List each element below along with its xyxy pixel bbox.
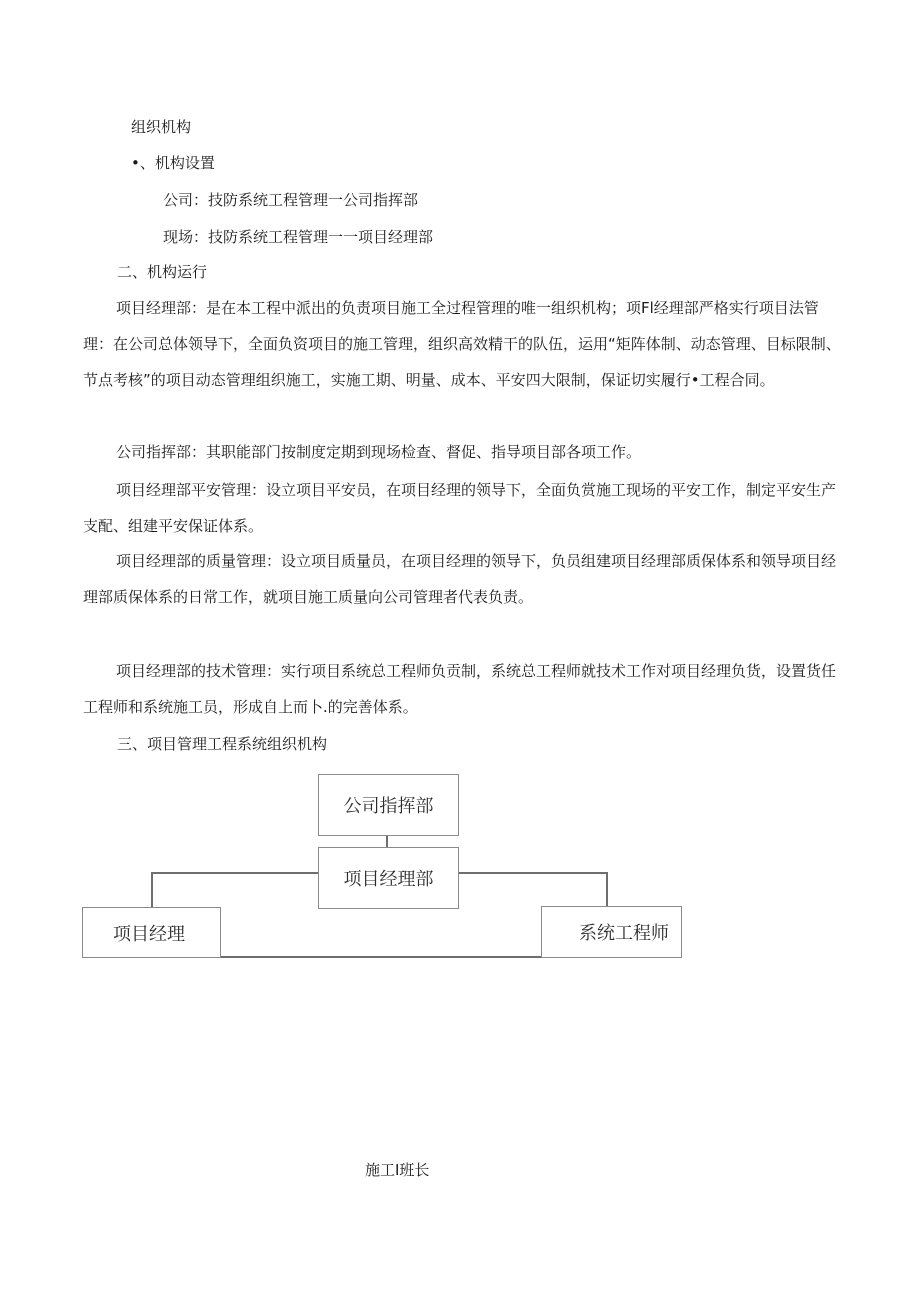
box-company-hq: 公司指挥部 [318,774,459,836]
team-leader-label: 施工I班长 [365,1161,430,1179]
section1-title: •、机构设置 [131,154,215,172]
paragraph-quality: 项目经理部的质量管理：设立项目质量员，在项目经理的领导下，负员组建项目经理部质保体系和领导项目经理部质保体系的日常工作，就项目施工质量向公司管理者代表负责。 [83,552,837,606]
heading: 组织机构 [131,118,192,136]
paragraph-technical: 项目经理部的技术管理：实行项目系统总工程师负贡制，系统总工程师就技术工作对项目经理负货，设置货任工程师和系统施工员，形成自上而卜.的完善体系。 [83,662,837,716]
paragraph-company-hq: 公司指挥部：其职能部门按制度定期到现场检查、督促、指导项目部各项工作。 [116,443,642,461]
section3-title: 三、项目管理工程系统组织机构 [117,735,328,753]
box-project-manager: 项目经理 [82,907,221,958]
box-project-dept: 项目经理部 [318,847,459,909]
company-line: 公司：技防系统工程管理一公司指挥部 [163,191,419,209]
site-line: 现场：技防系统工程管理一一项目经理部 [163,228,434,246]
paragraph-safety: 项目经理部平安管理：设立项目平安员，在项目经理的领导下，全面负赏施工现场的平安工作，制定平安生产支配、组建平安保证体系。 [83,481,837,535]
paragraph-project-dept: 项目经理部：是在本工程中派出的负责项目施工全过程管理的唯一组织机构；项Fl经理部严格实行项目法管理：在公司总体领导下，全面负资项目的施工管理，组织高效精干的队伍，运用“矩阵体制、动态管理、目标限制、节点考核”的项目动态管理组织施工，实施工期、明量、成本、平安四大限制，保证切实履行•工程合同。 [83,299,841,389]
connector-left-drop [151,872,153,908]
connector-right-drop [606,872,608,908]
section2-title: 二、机构运行 [117,263,208,281]
box-system-engineer: 系统工程师 [541,906,682,958]
